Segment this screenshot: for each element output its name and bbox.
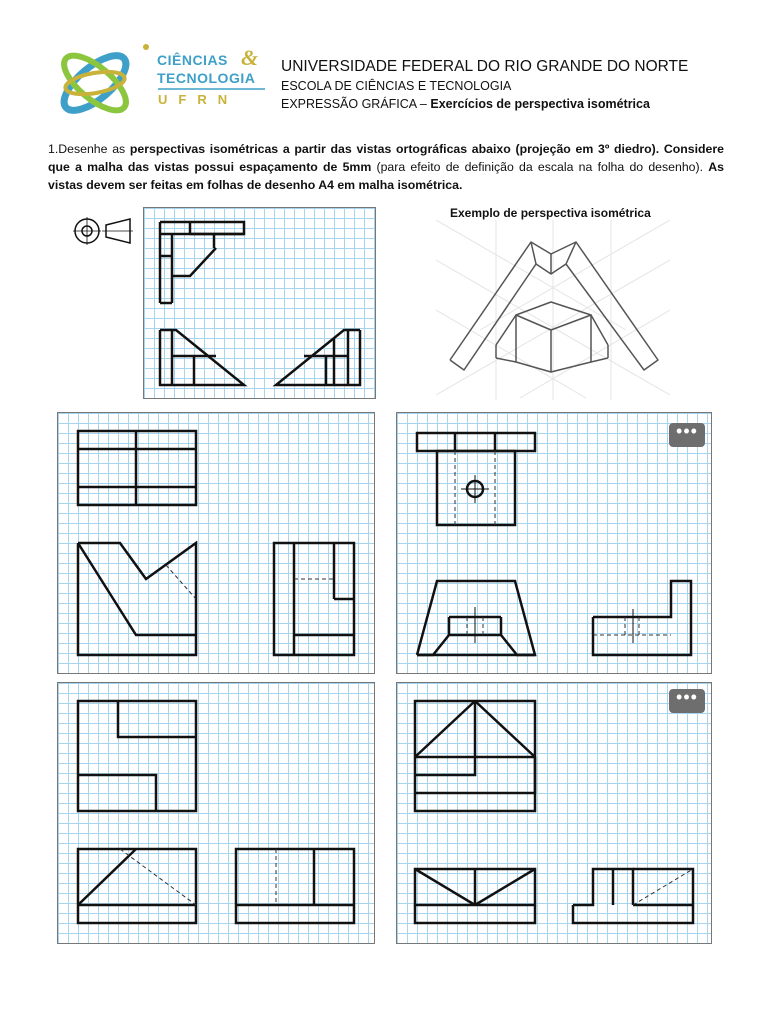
exercise-grid-4: [396, 682, 712, 944]
example-isometric-sketch: [436, 220, 670, 400]
subject-name: Exercícios de perspectiva isométrica: [430, 97, 650, 111]
logo-text-tecnologia: TECNOLOGIA: [157, 70, 256, 86]
instr-part2: perspectivas isométricas a partir das vistas ortográficas abaixo (projeção em 3º diedro). Considere que a malha das vistas possui espaçamento de 5mm: [48, 142, 724, 174]
logo-ampersand: &: [241, 45, 259, 70]
university-name: UNIVERSIDADE FEDERAL DO RIO GRANDE DO NORTE: [281, 58, 689, 75]
small-views-grid: [143, 207, 376, 399]
more-options-button-1[interactable]: •••: [669, 423, 705, 447]
example-title: Exemplo de perspectiva isométrica: [450, 206, 651, 220]
exercise-drawing-1: [58, 413, 374, 673]
exercise-instructions: [48, 140, 724, 194]
exercise-grid-3: [57, 682, 375, 944]
exercise-drawing-2: [397, 413, 711, 673]
exercise-grid-2: [396, 412, 712, 674]
logo-text-ciencias: CIÊNCIAS: [157, 52, 228, 68]
course-title: [281, 97, 650, 111]
instr-part4: As vistas devem ser feitas em folhas de desenho A4 em malha isométrica.: [48, 160, 724, 192]
small-views-drawing: [144, 208, 375, 398]
exercise-drawing-3: [58, 683, 374, 943]
exercise-grid-1: [57, 412, 375, 674]
exercise-drawing-4: [397, 683, 711, 943]
logo-text-ufrn: UFRN: [158, 92, 239, 107]
more-options-button-2[interactable]: •••: [669, 689, 705, 713]
course-name: EXPRESSÃO GRÁFICA –: [281, 97, 427, 111]
school-name: ESCOLA DE CIÊNCIAS E TECNOLOGIA: [281, 79, 512, 93]
instr-part1: 1.Desenhe as: [48, 142, 130, 156]
instr-part3: (para efeito de definição da escala na folha do desenho).: [371, 160, 709, 174]
projection-symbol-icon: [72, 215, 134, 247]
